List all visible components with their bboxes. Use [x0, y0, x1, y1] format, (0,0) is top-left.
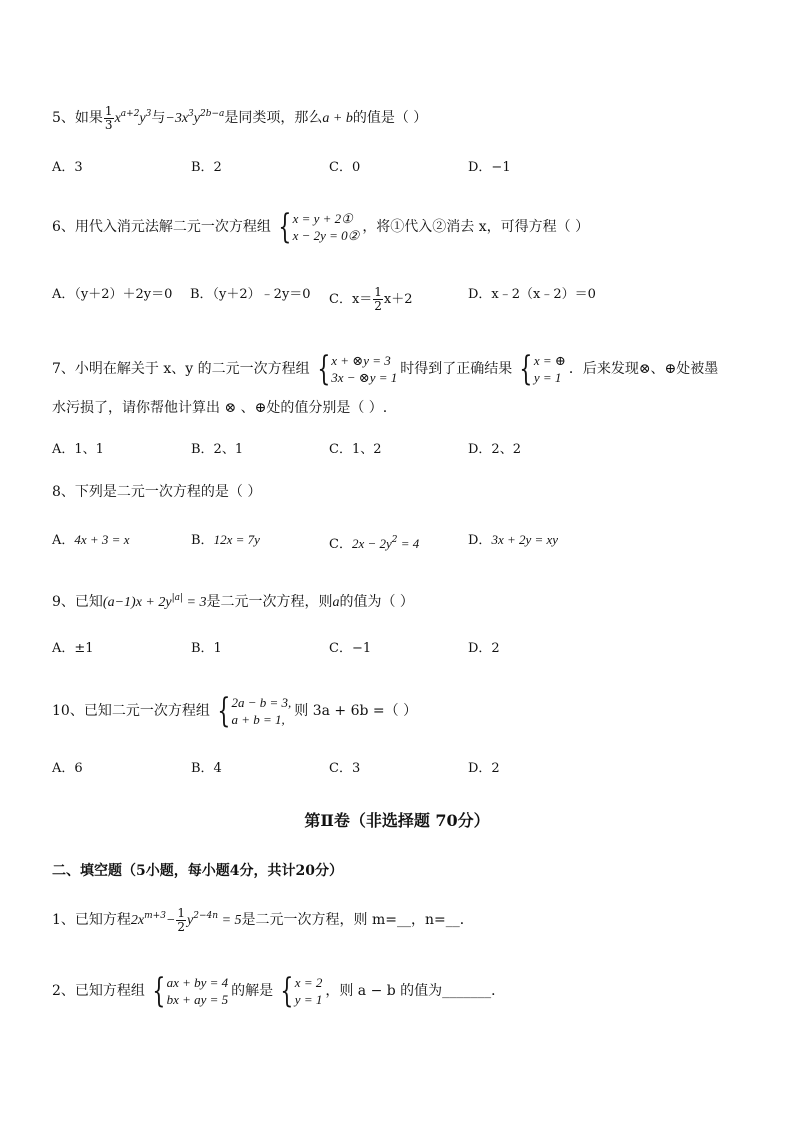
question-7: 7、小明在解关于 x、y 的二元一次方程组 { x + ⊗y = 3 3x − ⊗y = 1 时得到了正确结果 { x = ⊕ y = 1 ．后来发现⊗、⊕处被墨 — [52, 349, 719, 389]
q10-equation-system: { 2a − b = 3, a + b = 1, — [217, 691, 292, 731]
q7-option-c[interactable]: C．1、2 — [329, 442, 382, 457]
q6-option-b[interactable]: B．（y＋2）﹣2y＝0 — [190, 287, 311, 302]
f2-equation-system: { ax + by = 4 bx + ay = 5 — [152, 971, 229, 1011]
q5-number: 5、如果 — [52, 110, 103, 126]
f2-solution-system: { x = 2 y = 1 — [280, 971, 323, 1011]
q9-option-b[interactable]: B．1 — [191, 641, 222, 656]
q5-fraction: $\frac{1}{3}$ — [104, 103, 113, 132]
q8-option-a[interactable]: A．4x + 3 = x — [52, 532, 130, 548]
q7-equation-system: { x + ⊗y = 3 3x − ⊗y = 1 — [316, 349, 398, 389]
q6-equation-system: { x = y + 2① x − 2y = 0② — [278, 207, 360, 247]
q10-options — [52, 760, 752, 778]
q10-option-c[interactable]: C．3 — [329, 761, 361, 776]
q10-option-b[interactable]: B．4 — [191, 761, 222, 776]
q8-options — [52, 531, 752, 552]
q5-option-c[interactable]: C．0 — [329, 160, 361, 175]
question-6: 6、用代入消元法解二元一次方程组 { x = y + 2① x − 2y = 0② ，将①代入②消去 x，可得方程（ ） — [52, 207, 590, 247]
q7-option-a[interactable]: A．1、1 — [52, 442, 104, 457]
q7-solution-system: { x = ⊕ y = 1 — [519, 349, 566, 389]
q10-option-a[interactable]: A．6 — [52, 761, 83, 776]
q5-option-b[interactable]: B．2 — [191, 160, 222, 175]
q6-option-c[interactable]: C．x＝ $\frac{1}{2}$ x＋2 — [329, 285, 413, 313]
q6-option-d[interactable]: D．x﹣2（x﹣2）＝0 — [468, 287, 596, 302]
question-8: 8、下列是二元一次方程的是（ ） — [52, 484, 262, 500]
q8-option-c[interactable]: C．$2x - 2y^2 = 4$ — [329, 535, 420, 552]
fill-in-blank-heading: 二、填空题（5小题，每小题4分，共计20分） — [52, 863, 343, 879]
q9-option-d[interactable]: D．2 — [468, 641, 500, 656]
question-10: 10、已知二元一次方程组 { 2a − b = 3, a + b = 1, 则 3a + 6b =（ ） — [52, 691, 418, 731]
question-9: 9、已知$(a-1)x + 2y^{|a|} = 3$是二元一次方程，则a的值为（ ） — [52, 593, 414, 610]
q7-option-b[interactable]: B．2、1 — [191, 442, 244, 457]
q9-option-c[interactable]: C．−1 — [329, 641, 372, 656]
q6-options — [52, 285, 752, 313]
q6-option-a[interactable]: A．（y＋2）＋2y＝0 — [52, 287, 173, 302]
q9-option-a[interactable]: A．±1 — [52, 641, 94, 656]
q7-options — [52, 441, 752, 459]
q8-option-b[interactable]: B．12x = 7y — [191, 532, 260, 548]
fill-question-1: 1、已知方程$2x^{m+3}-$ $\frac{1}{2}$ $y^{2-4n} = 5$是二元一次方程，则 m=__，n=__． — [52, 905, 474, 934]
question-7-line2: 水污损了，请你帮他计算出 ⊗ 、⊕处的值分别是（ ）. — [52, 400, 388, 416]
q7-option-d[interactable]: D．2、2 — [468, 442, 521, 457]
q10-option-d[interactable]: D．2 — [468, 761, 500, 776]
q9-options — [52, 640, 752, 658]
q8-option-d[interactable]: D．3x + 2y = xy — [468, 532, 559, 548]
section-2-title: 第Ⅱ卷（非选择题 70分） — [304, 811, 490, 830]
fill-question-2: 2、已知方程组 { ax + by = 4 bx + ay = 5 的解是 { x = 2 y = 1 ，则 a − b 的值为_______． — [52, 971, 506, 1011]
q5-option-a[interactable]: A．3 — [52, 160, 83, 175]
question-5: 5、如果 $\frac{1}{3}$ $x^{a+2}y^3$与$-3x^3y^{2b-a}$是同类项，那么a + b的值是（ ） — [52, 103, 428, 132]
q5-options — [52, 159, 752, 177]
q5-option-d[interactable]: D．−1 — [468, 160, 511, 175]
